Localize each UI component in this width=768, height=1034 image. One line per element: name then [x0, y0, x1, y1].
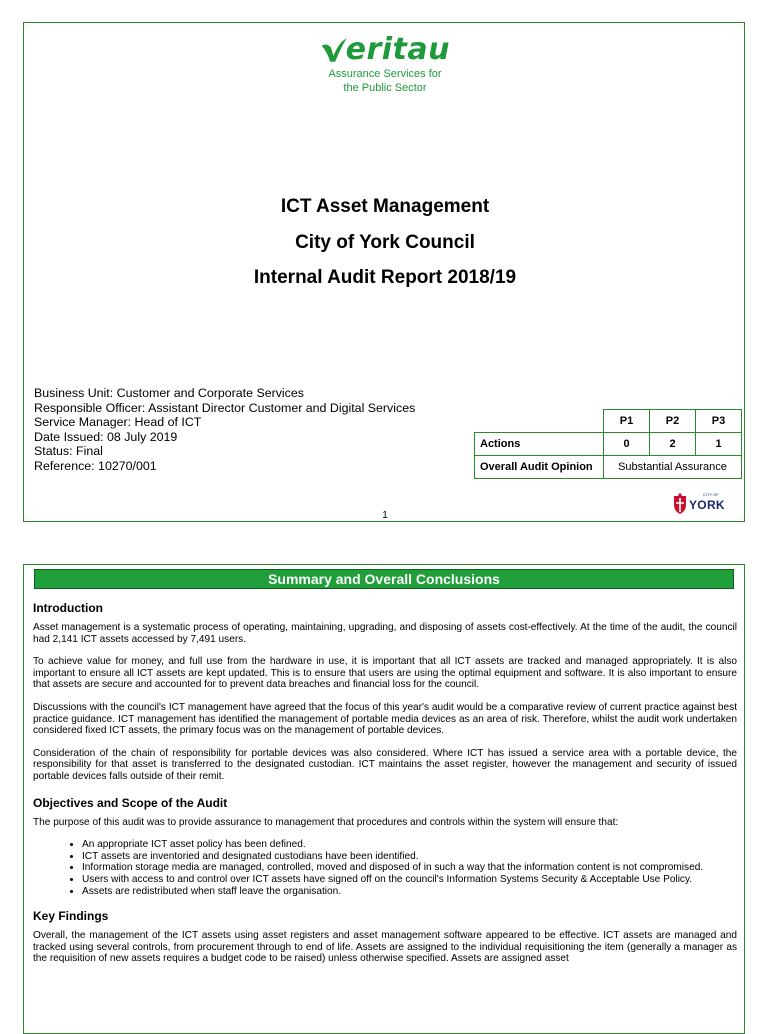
actions-count: 1 — [696, 433, 742, 456]
key-findings-paragraph: Overall, the management of the ICT assets using asset registers and asset management software appeared to be effective. ICT assets are managed and tracked using several controls, from procurement through to end of life. Assets are assigned to the individual requisitioning the item (generally a manager as the requisition of new assets requires a budget code to be raised) unless otherwise specified. Assets are assigned asset — [33, 930, 737, 965]
table-row — [475, 456, 742, 479]
report-subtitle: Internal Audit Report 2018/19 — [253, 267, 517, 288]
list-item: • Assets are redistributed when staff leave the organisation. — [82, 886, 737, 898]
objectives-heading: Objectives and Scope of the Audit — [33, 795, 228, 810]
logo-tagline-1: Assurance Services for — [328, 68, 442, 80]
priority-header: P1 — [604, 410, 650, 433]
introduction-paragraph: Asset management is a systematic process of operating, maintaining, upgrading, and disposing of assets cost-effectively. At the time of the audit, the council had 2,141 ICT assets accessed by 7,491 users. — [33, 622, 737, 645]
list-item: • ICT assets are inventoried and designated custodians have been identified. — [82, 851, 737, 863]
reference: Reference: 10270/001 — [34, 458, 157, 473]
service-manager: Service Manager: Head of ICT — [34, 415, 202, 430]
actions-opinion-table — [474, 409, 742, 479]
responsible-officer: Responsible Officer: Assistant Director Customer and Digital Services — [34, 400, 416, 415]
business-unit: Business Unit: Customer and Corporate Services — [34, 386, 304, 400]
report-organisation: City of York Council — [295, 231, 475, 253]
logo-wordmark: eritau — [345, 32, 450, 67]
introduction-paragraph: Discussions with the council's ICT management have agreed that the focus of this year's audit would be a comparative review of current practice against best practice guidance. ICT management has identified the management of portable media devices as an area of risk. Therefore, whilst the audit work undertaken considered fixed ICT assets, the primary focus was on the management of portable devices. — [33, 701, 737, 737]
priority-header: P2 — [650, 410, 696, 433]
page-number: 1 — [382, 510, 388, 521]
introduction-heading: Introduction — [33, 601, 103, 615]
section-banner: Summary and Overall Conclusions — [34, 569, 734, 589]
table-row — [475, 433, 742, 456]
cover-page — [23, 22, 745, 522]
opinion-value: Substantial Assurance — [604, 456, 742, 479]
logo-tagline-2: the Public Sector — [343, 82, 427, 94]
report-metadata — [34, 386, 415, 474]
veritau-tick-icon — [320, 35, 349, 65]
objectives-intro: The purpose of this audit was to provide assurance to management that procedures and controls within the system will ensure that: — [33, 816, 619, 828]
list-item: • Users with access to and control over ICT assets have signed off on the council's Information Systems Security & Acceptable Use Policy. — [82, 874, 737, 886]
summary-content — [33, 601, 737, 976]
actions-count: 0 — [604, 433, 650, 456]
introduction-paragraph: To achieve value for money, and full use from the hardware in use, it is important that all ICT assets are tracked and managed appropriately. It is also important to ensure all ICT assets are kept updated. This is to ensure that users are using the optimal equipment and software. It is also important to ensure that assets are secure and accounted for to prevent data breaches and financial loss for the council. — [33, 656, 737, 691]
objectives-list — [33, 839, 737, 897]
york-logo-word: YORK — [689, 498, 725, 512]
actions-label: Actions — [475, 433, 604, 456]
report-title-block — [24, 189, 746, 296]
report-title: ICT Asset Management — [280, 196, 490, 217]
status: Status: Final — [34, 444, 103, 459]
list-item: • Information storage media are managed, controlled, moved and disposed of in such a way that the information content is not compromised. — [82, 862, 737, 874]
opinion-label: Overall Audit Opinion — [475, 456, 604, 479]
date-issued: Date Issued: 08 July 2019 — [34, 429, 178, 444]
veritau-logo — [320, 32, 450, 95]
actions-count: 2 — [650, 433, 696, 456]
york-logo-small-text: CITY OF — [703, 492, 719, 497]
introduction-paragraph: Consideration of the chain of responsibility for portable devices was also considered. Where ICT has issued a service area with a portable device, the responsibility for that asset is transferred to the designated custodian. ICT maintains the asset register, however the management and security of issued portable devices falls outside of their remit. — [33, 747, 737, 782]
summary-page — [23, 564, 745, 1034]
priority-header: P3 — [696, 410, 742, 433]
key-findings-heading: Key Findings — [33, 909, 109, 924]
list-item: • An appropriate ICT asset policy has been defined. — [82, 839, 737, 851]
table-header-row — [475, 410, 742, 433]
